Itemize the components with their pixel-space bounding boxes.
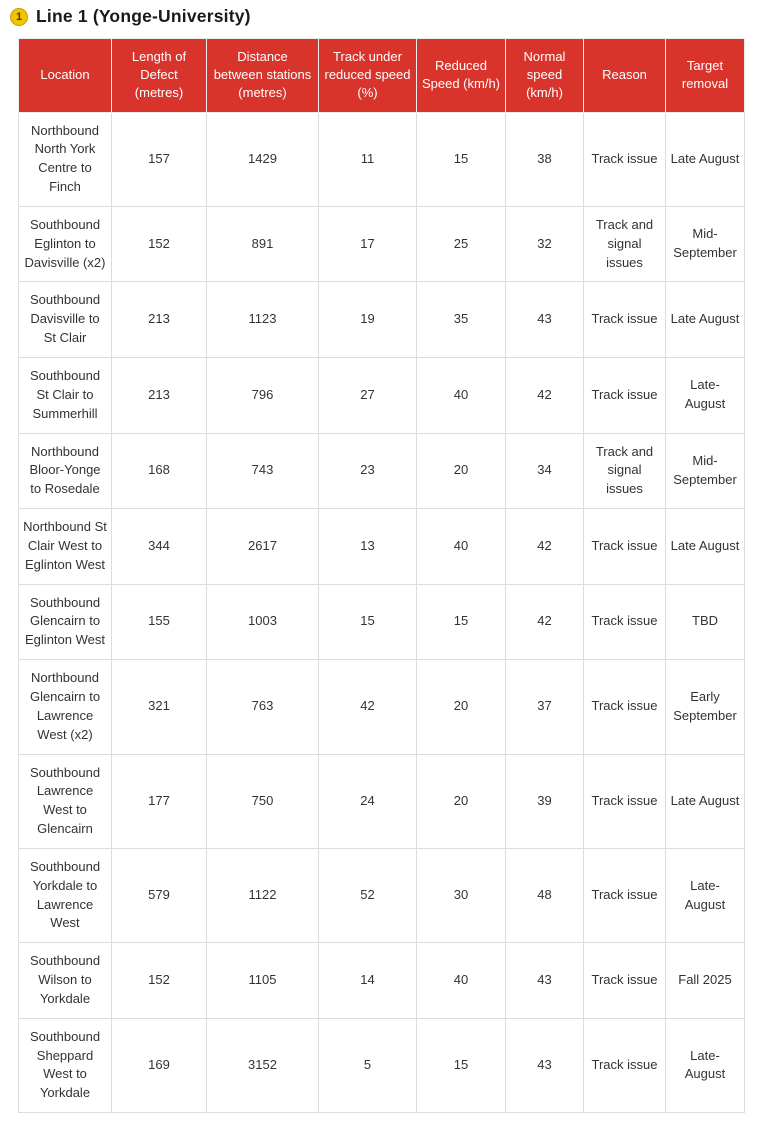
table-cell: 20 bbox=[417, 433, 506, 509]
location-cell: Southbound Davisville to St Clair bbox=[19, 282, 112, 358]
table-cell: 40 bbox=[417, 509, 506, 585]
table-cell: 15 bbox=[319, 584, 417, 660]
page-title: Line 1 (Yonge-University) bbox=[36, 6, 251, 26]
location-cell: Southbound Lawrence West to Glencairn bbox=[19, 754, 112, 848]
table-cell: Late-August bbox=[666, 848, 745, 942]
location-cell: Southbound St Clair to Summerhill bbox=[19, 358, 112, 434]
table-cell: 19 bbox=[319, 282, 417, 358]
table-cell: Fall 2025 bbox=[666, 943, 745, 1019]
table-cell: 17 bbox=[319, 206, 417, 282]
table-cell: 15 bbox=[417, 584, 506, 660]
table-cell: Late August bbox=[666, 754, 745, 848]
table-cell: Track issue bbox=[584, 112, 666, 206]
table-cell: 42 bbox=[506, 584, 584, 660]
table-cell: 14 bbox=[319, 943, 417, 1019]
location-cell: Northbound Bloor-Yonge to Rosedale bbox=[19, 433, 112, 509]
table-row bbox=[19, 358, 745, 434]
table-cell: 169 bbox=[112, 1018, 207, 1112]
table-cell: 5 bbox=[319, 1018, 417, 1112]
location-cell: Northbound North York Centre to Finch bbox=[19, 112, 112, 206]
table-cell: 39 bbox=[506, 754, 584, 848]
table-cell: 2617 bbox=[207, 509, 319, 585]
column-header: Reason bbox=[584, 39, 666, 113]
location-cell: Northbound St Clair West to Eglinton West bbox=[19, 509, 112, 585]
table-cell: Track issue bbox=[584, 660, 666, 754]
table-cell: 15 bbox=[417, 1018, 506, 1112]
table-cell: 1003 bbox=[207, 584, 319, 660]
table-row bbox=[19, 509, 745, 585]
table-cell: 743 bbox=[207, 433, 319, 509]
table-cell: 155 bbox=[112, 584, 207, 660]
line-1-badge-icon: 1 bbox=[10, 8, 28, 26]
table-row bbox=[19, 282, 745, 358]
table-cell: Late August bbox=[666, 509, 745, 585]
table-cell: 796 bbox=[207, 358, 319, 434]
table-cell: 15 bbox=[417, 112, 506, 206]
table-cell: 213 bbox=[112, 358, 207, 434]
table-cell: Track issue bbox=[584, 358, 666, 434]
table-cell: Track issue bbox=[584, 848, 666, 942]
table-header-row bbox=[19, 39, 745, 113]
table-cell: Early September bbox=[666, 660, 745, 754]
column-header: Reduced Speed (km/h) bbox=[417, 39, 506, 113]
location-cell: Southbound Yorkdale to Lawrence West bbox=[19, 848, 112, 942]
table-row bbox=[19, 848, 745, 942]
table-cell: 579 bbox=[112, 848, 207, 942]
table-cell: 32 bbox=[506, 206, 584, 282]
table-cell: Track issue bbox=[584, 1018, 666, 1112]
table-cell: 750 bbox=[207, 754, 319, 848]
location-cell: Southbound Wilson to Yorkdale bbox=[19, 943, 112, 1019]
location-cell: Northbound Glencairn to Lawrence West (x2) bbox=[19, 660, 112, 754]
table-cell: 152 bbox=[112, 206, 207, 282]
table-row bbox=[19, 112, 745, 206]
table-row bbox=[19, 943, 745, 1019]
table-cell: 48 bbox=[506, 848, 584, 942]
section-heading bbox=[10, 6, 744, 27]
table-cell: Track issue bbox=[584, 754, 666, 848]
table-cell: 43 bbox=[506, 1018, 584, 1112]
table-cell: Late August bbox=[666, 282, 745, 358]
table-cell: 1105 bbox=[207, 943, 319, 1019]
table-cell: Track issue bbox=[584, 282, 666, 358]
table-cell: 157 bbox=[112, 112, 207, 206]
table-cell: 891 bbox=[207, 206, 319, 282]
table-cell: 25 bbox=[417, 206, 506, 282]
table-body bbox=[19, 112, 745, 1113]
table-cell: 43 bbox=[506, 943, 584, 1019]
column-header: Normal speed (km/h) bbox=[506, 39, 584, 113]
table-cell: 177 bbox=[112, 754, 207, 848]
table-cell: Track and signal issues bbox=[584, 206, 666, 282]
table-cell: 35 bbox=[417, 282, 506, 358]
column-header: Track under reduced speed (%) bbox=[319, 39, 417, 113]
table-cell: 24 bbox=[319, 754, 417, 848]
table-cell: 30 bbox=[417, 848, 506, 942]
table-row bbox=[19, 754, 745, 848]
table-cell: 34 bbox=[506, 433, 584, 509]
table-cell: 37 bbox=[506, 660, 584, 754]
column-header: Length of Defect (metres) bbox=[112, 39, 207, 113]
table-cell: Late-August bbox=[666, 358, 745, 434]
table-cell: 42 bbox=[319, 660, 417, 754]
table-row bbox=[19, 584, 745, 660]
table-row bbox=[19, 433, 745, 509]
table-cell: 23 bbox=[319, 433, 417, 509]
table-row bbox=[19, 206, 745, 282]
table-cell: Late-August bbox=[666, 1018, 745, 1112]
table-cell: 43 bbox=[506, 282, 584, 358]
table-cell: 1122 bbox=[207, 848, 319, 942]
table-cell: 27 bbox=[319, 358, 417, 434]
table-cell: 321 bbox=[112, 660, 207, 754]
table-cell: 20 bbox=[417, 660, 506, 754]
table-cell: 11 bbox=[319, 112, 417, 206]
table-cell: Track and signal issues bbox=[584, 433, 666, 509]
table-cell: Mid-September bbox=[666, 206, 745, 282]
slow-zones-table bbox=[18, 38, 745, 1113]
table-cell: 52 bbox=[319, 848, 417, 942]
table-cell: 3152 bbox=[207, 1018, 319, 1112]
location-cell: Southbound Sheppard West to Yorkdale bbox=[19, 1018, 112, 1112]
table-cell: 40 bbox=[417, 358, 506, 434]
table-cell: 213 bbox=[112, 282, 207, 358]
table-cell: Track issue bbox=[584, 584, 666, 660]
table-cell: 1123 bbox=[207, 282, 319, 358]
table-cell: Track issue bbox=[584, 509, 666, 585]
location-cell: Southbound Eglinton to Davisville (x2) bbox=[19, 206, 112, 282]
column-header: Location bbox=[19, 39, 112, 113]
table-cell: 38 bbox=[506, 112, 584, 206]
table-cell: Mid-September bbox=[666, 433, 745, 509]
table-cell: 168 bbox=[112, 433, 207, 509]
table-cell: 13 bbox=[319, 509, 417, 585]
table-cell: Late August bbox=[666, 112, 745, 206]
column-header: Distance between stations (metres) bbox=[207, 39, 319, 113]
table-cell: 42 bbox=[506, 509, 584, 585]
table-cell: 42 bbox=[506, 358, 584, 434]
column-header: Target removal bbox=[666, 39, 745, 113]
table-cell: 1429 bbox=[207, 112, 319, 206]
table-cell: 344 bbox=[112, 509, 207, 585]
table-cell: 152 bbox=[112, 943, 207, 1019]
table-row bbox=[19, 1018, 745, 1112]
location-cell: Southbound Glencairn to Eglinton West bbox=[19, 584, 112, 660]
table-cell: 20 bbox=[417, 754, 506, 848]
table-cell: Track issue bbox=[584, 943, 666, 1019]
table-cell: 763 bbox=[207, 660, 319, 754]
table-cell: 40 bbox=[417, 943, 506, 1019]
table-cell: TBD bbox=[666, 584, 745, 660]
table-row bbox=[19, 660, 745, 754]
